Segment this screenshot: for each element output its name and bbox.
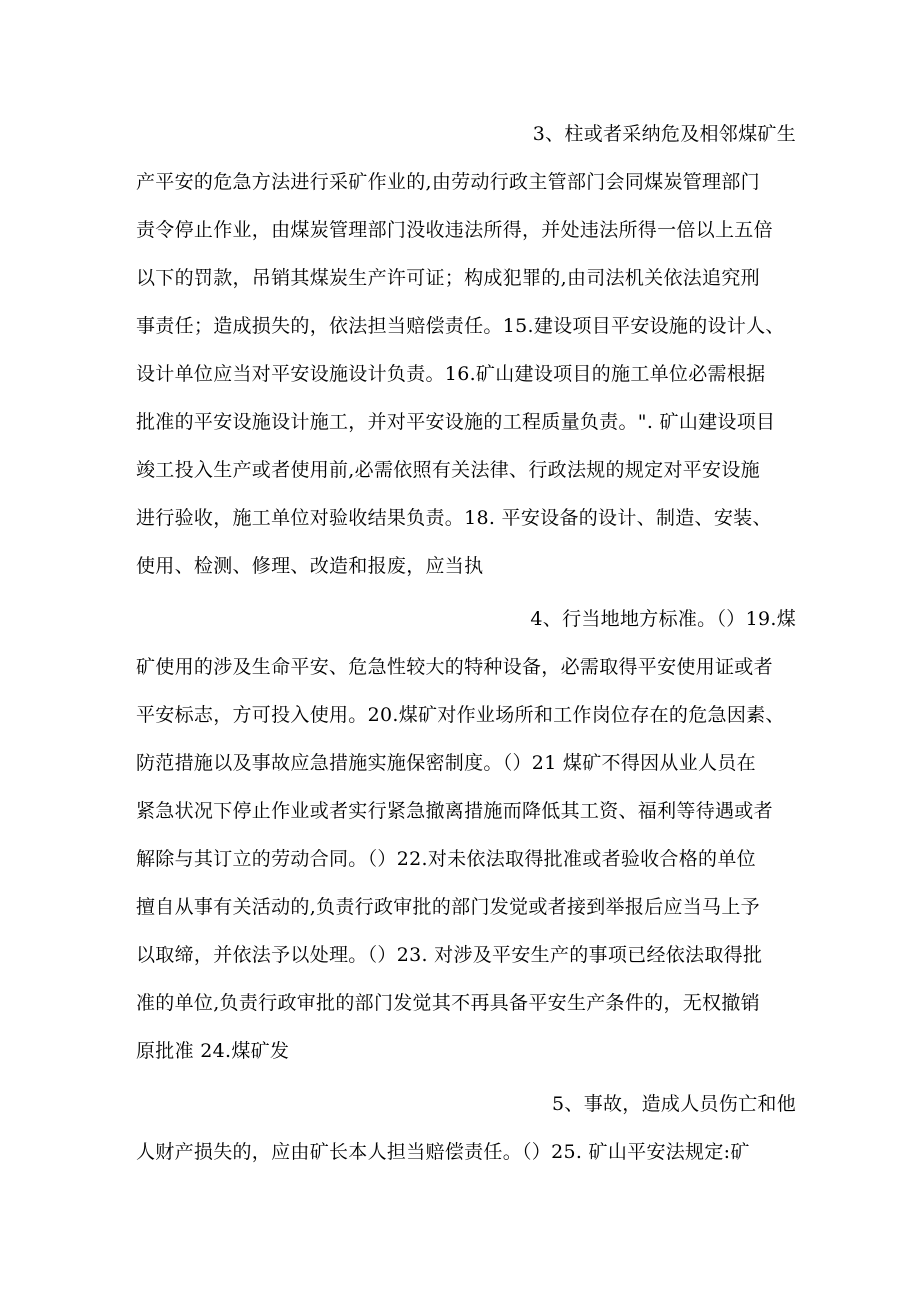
paragraph-5-line: 人财产损失的，应由矿长本人担当赔偿责任。（）25. 矿山平安法规定:矿 (136, 1141, 750, 1163)
paragraph-4-line: 矿使用的涉及生命平安、危急性较大的特种设备，必需取得平安使用证或者 (136, 656, 773, 678)
paragraph-5-heading: 5、事故，造成人员伤亡和他 (552, 1093, 796, 1115)
paragraph-3-line: 进行验收，施工单位对验收结果负责。18. 平安设备的设计、制造、安装、 (136, 507, 772, 529)
paragraph-3-line: 批准的平安设施设计施工，并对平安设施的工程质量负责。". 矿山建设项目 (136, 411, 776, 433)
paragraph-3-heading: 3、柱或者采纳危及相邻煤矿生 (532, 123, 796, 145)
paragraph-3-line: 责令停止作业，由煤炭管理部门没收违法所得，并处违法所得一倍以上五倍 (136, 219, 773, 241)
paragraph-4-heading: 4、行当地地方标准。（）19.煤 (530, 608, 796, 630)
paragraph-4-line: 以取缔，并依法予以处理。（）23. 对涉及平安生产的事项已经依法取得批 (136, 944, 763, 966)
paragraph-3-line: 产平安的危急方法进行采矿作业的,由劳动行政主管部门会同煤炭管理部门 (136, 171, 760, 193)
paragraph-3-line: 以下的罚款，吊销其煤炭生产许可证；构成犯罪的,由司法机关依法追究刑 (136, 267, 760, 289)
paragraph-3-line: 设计单位应当对平安设施设计负责。16.矿山建设项目的施工单位必需根据 (136, 363, 766, 385)
paragraph-4-line: 擅自从事有关活动的,负责行政审批的部门发觉或者接到举报后应当马上予 (136, 896, 760, 918)
paragraph-4-line: 准的单位,负责行政审批的部门发觉其不再具备平安生产条件的，无权撤销 (136, 992, 760, 1014)
paragraph-4-line: 解除与其订立的劳动合同。（）22.对未依法取得批准或者验收合格的单位 (136, 848, 756, 870)
paragraph-4-line: 紧急状况下停止作业或者实行紧急撤离措施而降低其工资、福利等待遇或者 (136, 800, 773, 822)
paragraph-3-line: 事责任；造成损失的，依法担当赔偿责任。15.建设项目平安设施的设计人、 (136, 315, 785, 337)
paragraph-4-line: 防范措施以及事故应急措施实施保密制度。（）21 煤矿不得因从业人员在 (136, 752, 756, 774)
paragraph-4-line: 平安标志，方可投入使用。20.煤矿对作业场所和工作岗位存在的危急因素、 (136, 704, 785, 726)
paragraph-3-line: 使用、检测、修理、改造和报废，应当执 (136, 555, 484, 577)
paragraph-3-line: 竣工投入生产或者使用前,必需依照有关法律、行政法规的规定对平安设施 (136, 459, 760, 481)
paragraph-4-line: 原批准 24.煤矿发 (136, 1040, 290, 1062)
